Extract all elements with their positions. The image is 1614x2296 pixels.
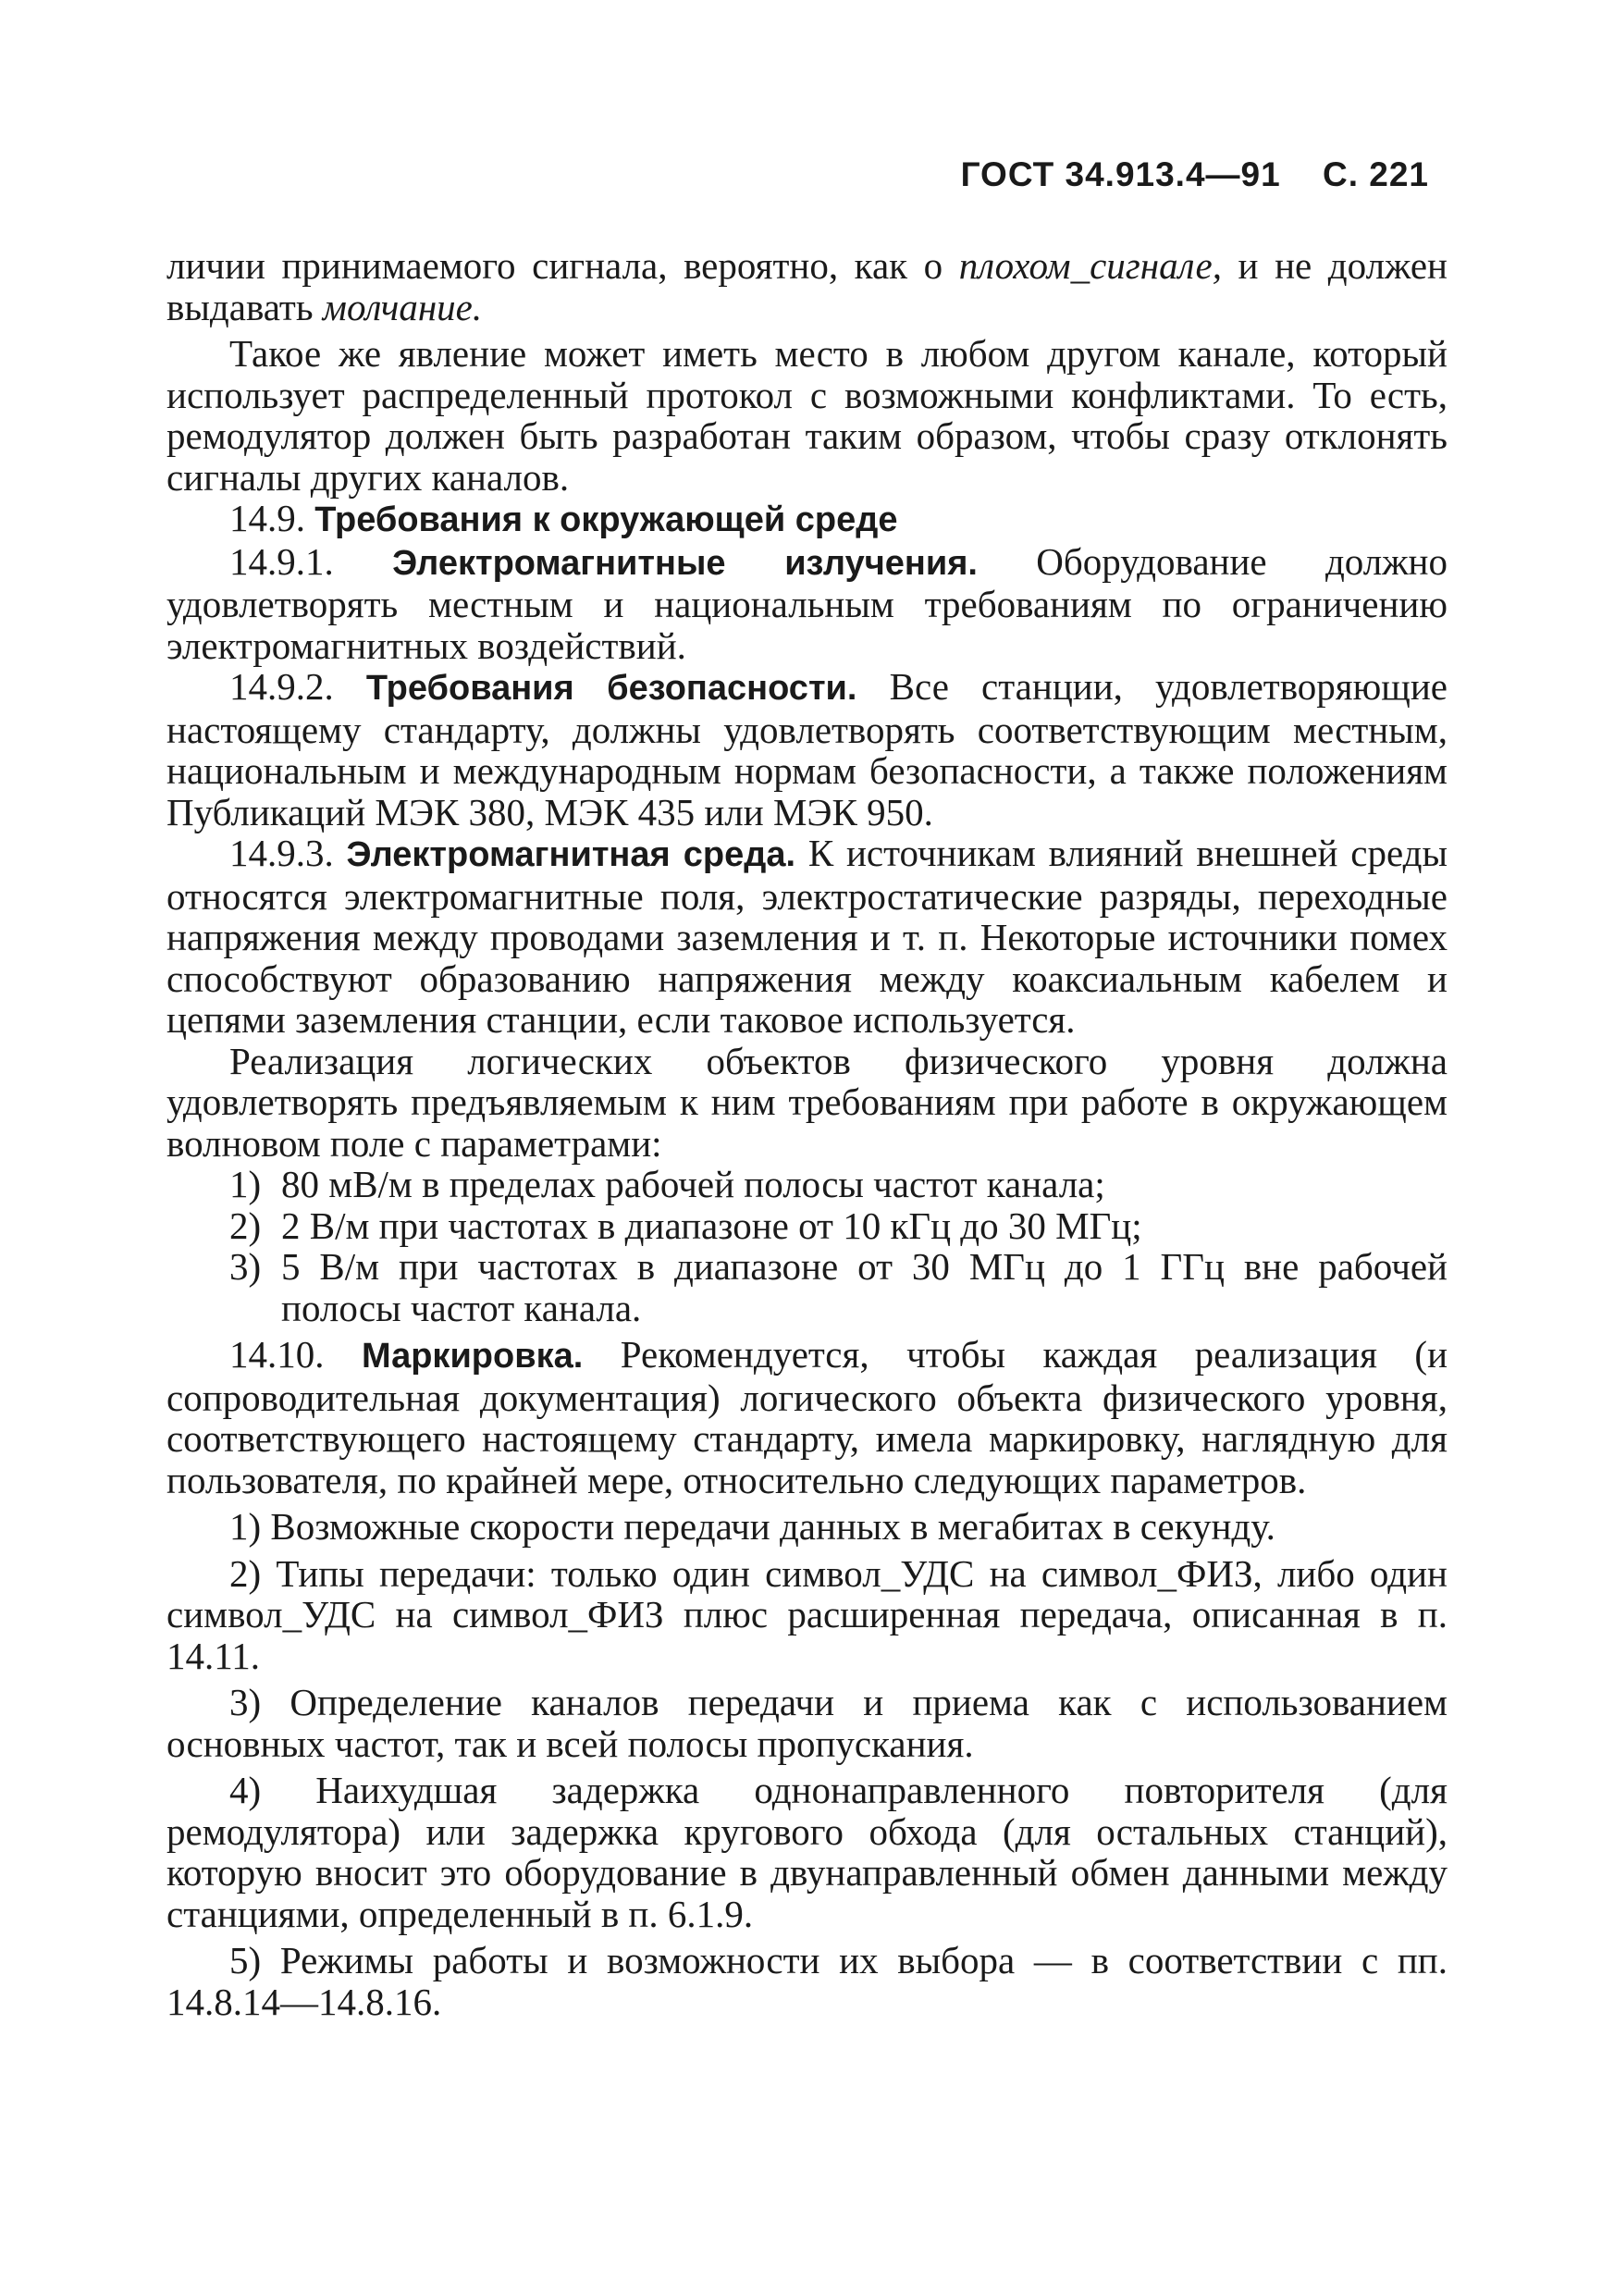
text-run: не должен выдавать <box>166 244 1448 328</box>
list-text: 80 мВ/м в пределах рабочей полосы частот канала; <box>281 1163 1105 1205</box>
section-number: 14.9.3. <box>229 832 334 874</box>
paragraph-continuation <box>166 245 1448 327</box>
marking-item: 2) Типы передачи: только один символ_УДС на символ_ФИЗ, либо один символ_УДС на символ_ФИЗ плюс расширенная передача, описанная в п. 14.11. <box>166 1551 1448 1677</box>
list-text: 2 В/м при частотах в диапазоне от 10 кГц до 30 МГц; <box>281 1204 1142 1247</box>
list-item <box>229 1246 1448 1328</box>
section-title: Электромагнитная среда. <box>346 835 796 874</box>
list-item <box>229 1164 1448 1205</box>
section-title: Маркировка. <box>361 1337 584 1376</box>
running-header <box>961 155 1429 194</box>
list-text: 5 В/м при частотах в диапазоне от 30 МГц до 1 ГГц вне рабочей полосы частот канала. <box>281 1245 1448 1329</box>
section-title: Электромагнитные излучения. <box>392 543 978 583</box>
list-item <box>229 1205 1448 1247</box>
text-run: личии принимаемого сигнала, вероятно, как о <box>166 244 959 287</box>
section-14-10 <box>166 1334 1448 1500</box>
italic-term: молчание. <box>322 285 483 328</box>
section-title: Требования к окружающей среде <box>314 500 898 539</box>
marking-item: 5) Режимы работы и возможности их выбора — в соответствии с пп. 14.8.14—14.8.16. <box>166 1939 1448 2023</box>
section-number: 14.9. <box>229 497 305 539</box>
section-number: 14.9.2. <box>229 665 334 708</box>
body-text <box>166 245 1448 2022</box>
section-text: К источникам влияний внешней среды относятся электромагнитные поля, электростатические разряды, переходные напряжения между проводами заземления и т. п. Некоторые источники помех способствуют образованию напряжения между коаксиальным кабелем и цепями заземления станции, если таковое используется. <box>166 832 1448 1041</box>
paragraph-implementation: Реализация логических объектов физического уровня должна удовлетворять предъявляемым к ним требованиям при работе в окружающем волновом поле с параметрами: <box>166 1039 1448 1165</box>
marking-item: 1) Возможные скорости передачи данных в мегабитах в секунду. <box>229 1505 1275 1548</box>
section-text: Все станции, удовлетворяющие настоящему стандарту, должны удовлетворять соответствующим местным, национальным и международным нормам безопасности, а также положениям Публикаций МЭК 380, МЭК 435 или МЭК 950. <box>166 665 1448 833</box>
list-number: 1) <box>229 1163 262 1205</box>
italic-term: плохом_сигнале, <box>958 244 1222 287</box>
section-number: 14.10. <box>229 1333 325 1376</box>
section-14-9-heading <box>166 498 1448 541</box>
marking-item: 4) Наихудшая задержка однонаправленного повторителя (для ремодулятора) или задержка кругового обхода (для остальных станций), которую вносит это оборудование в двунаправленный обмен данными между станциями, определенный в п. 6.1.9. <box>166 1769 1448 1935</box>
marking-item: 3) Определение каналов передачи и приема как с использованием основных частот, так и всей полосы пропускания. <box>166 1681 1448 1765</box>
section-text: Оборудование должно удовлетворять местным и национальным требованиям по ограничению электромагнитных воздействий. <box>166 539 1448 667</box>
list-number: 3) <box>229 1245 262 1288</box>
section-14-9-1 <box>166 541 1448 667</box>
section-text: Рекомендуется, чтобы каждая реализация (и сопроводительная документация) логического объекта физического уровня, соответствующего настоящему стандарту, имела маркировку, наглядную для пользователя, по крайней мере, относительно следующих параметров. <box>166 1333 1448 1501</box>
paragraph-conflict: Такое же явление может иметь место в любом другом канале, который использует распределенный протокол с возможными конфликтами. То есть, ремодулятор должен быть разработан таким образом, чтобы сразу отклонять сигналы других каналов. <box>166 332 1448 499</box>
standard-number: ГОСТ 34.913.4—91 <box>960 155 1281 193</box>
environment-list <box>166 1164 1448 1328</box>
page-number: С. 221 <box>1322 155 1429 193</box>
list-number: 2) <box>229 1204 262 1247</box>
section-14-9-3 <box>166 833 1448 1041</box>
section-14-9-2 <box>166 666 1448 833</box>
section-title: Требования безопасности. <box>365 669 857 708</box>
section-number: 14.9.1. <box>229 539 334 583</box>
text-run: и <box>1221 244 1259 287</box>
